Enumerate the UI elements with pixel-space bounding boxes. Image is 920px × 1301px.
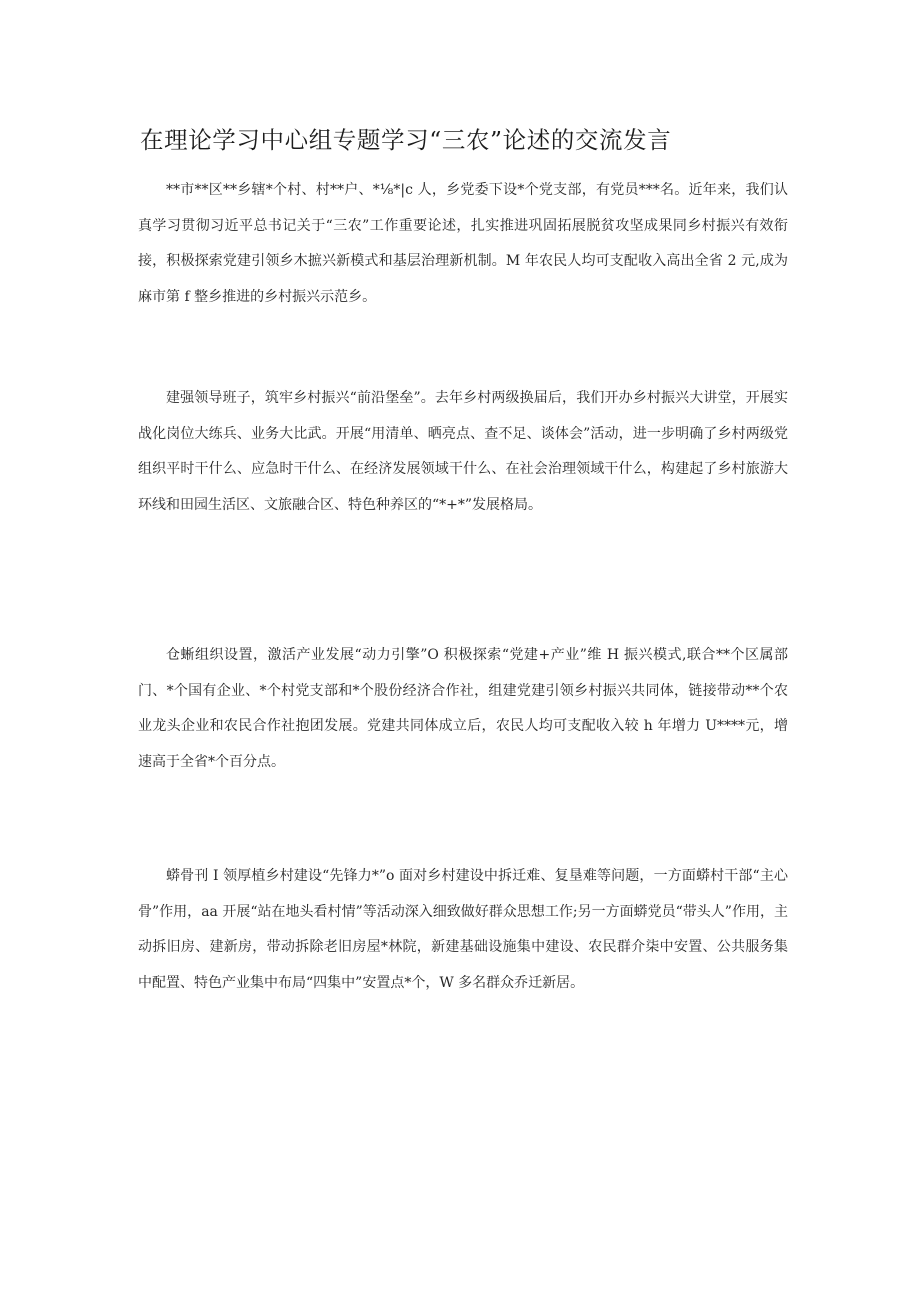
paragraph-organization: 仓蜥组织设置，激活产业发展“动力引擎”O 积极探索“党建+产业”维 H 振兴模式,联合**个区属部门、*个国有企业、*个村党支部和*个股份经济合作社，组建党建引领乡村振兴共同体，链接带动**个农业龙头企业和农民合作社抱团发展。党建共同体成立后，农民人均可支配收入较 h 年增力 U****元，增速高于全省*个百分点。: [138, 647, 788, 770]
paragraph-intro: **市**区**乡辖*个村、村**户、*⅛*|c 人，乡党委下设*个党支部，有党员***名。近年来，我们认真学习贯彻习近平总书记关于“三农”工作重要论述，扎实推进巩固拓展脱贫攻坚成果同乡村振兴有效衔接，积极探索党建引领乡木摭兴新模式和基层治理新机制。M 年农民人均可支配收入高出全省 2 元,成为麻市第 f 整乡推进的乡村振兴示范乡。: [138, 182, 788, 305]
paragraph-rural-construction: 蟒骨刊 I 领厚植乡村建设“先锋力*”o 面对乡村建设中拆迁难、复垦难等问题，一方面蟒村干部“主心骨”作用，aa 开展“站在地头看村情”等活动深入细致做好群众思想工作;另一方面蟒党员“带头人”作用，主动拆旧房、建新房，带动拆除老旧房屋*林院，新建基础设施集中建设、农民群介柒中安置、公共服务集中配置、特色产业集中布局“四集中”安置点*个，W 多名群众乔迁新居。: [138, 868, 788, 991]
document-title: 在理论学习中心组专题学习“三农”论述的交流发言: [140, 126, 672, 154]
paragraph-leadership: 建强领导班子，筑牢乡村振兴“前沿堡垒”。去年乡村两级换届后，我们开办乡村振兴大讲堂，开展实战化岗位大练兵、业务大比武。开展“用清单、晒亮点、查不足、谈体会”活动，进一步明确了乡村两级党组织平时干什么、应急时干什么、在经济发展领域干什么、在社会治理领域干什么，构建起了乡村旅游大环线和田园生活区、文旅融合区、特色种养区的“*+*”发展格局。: [138, 390, 788, 513]
